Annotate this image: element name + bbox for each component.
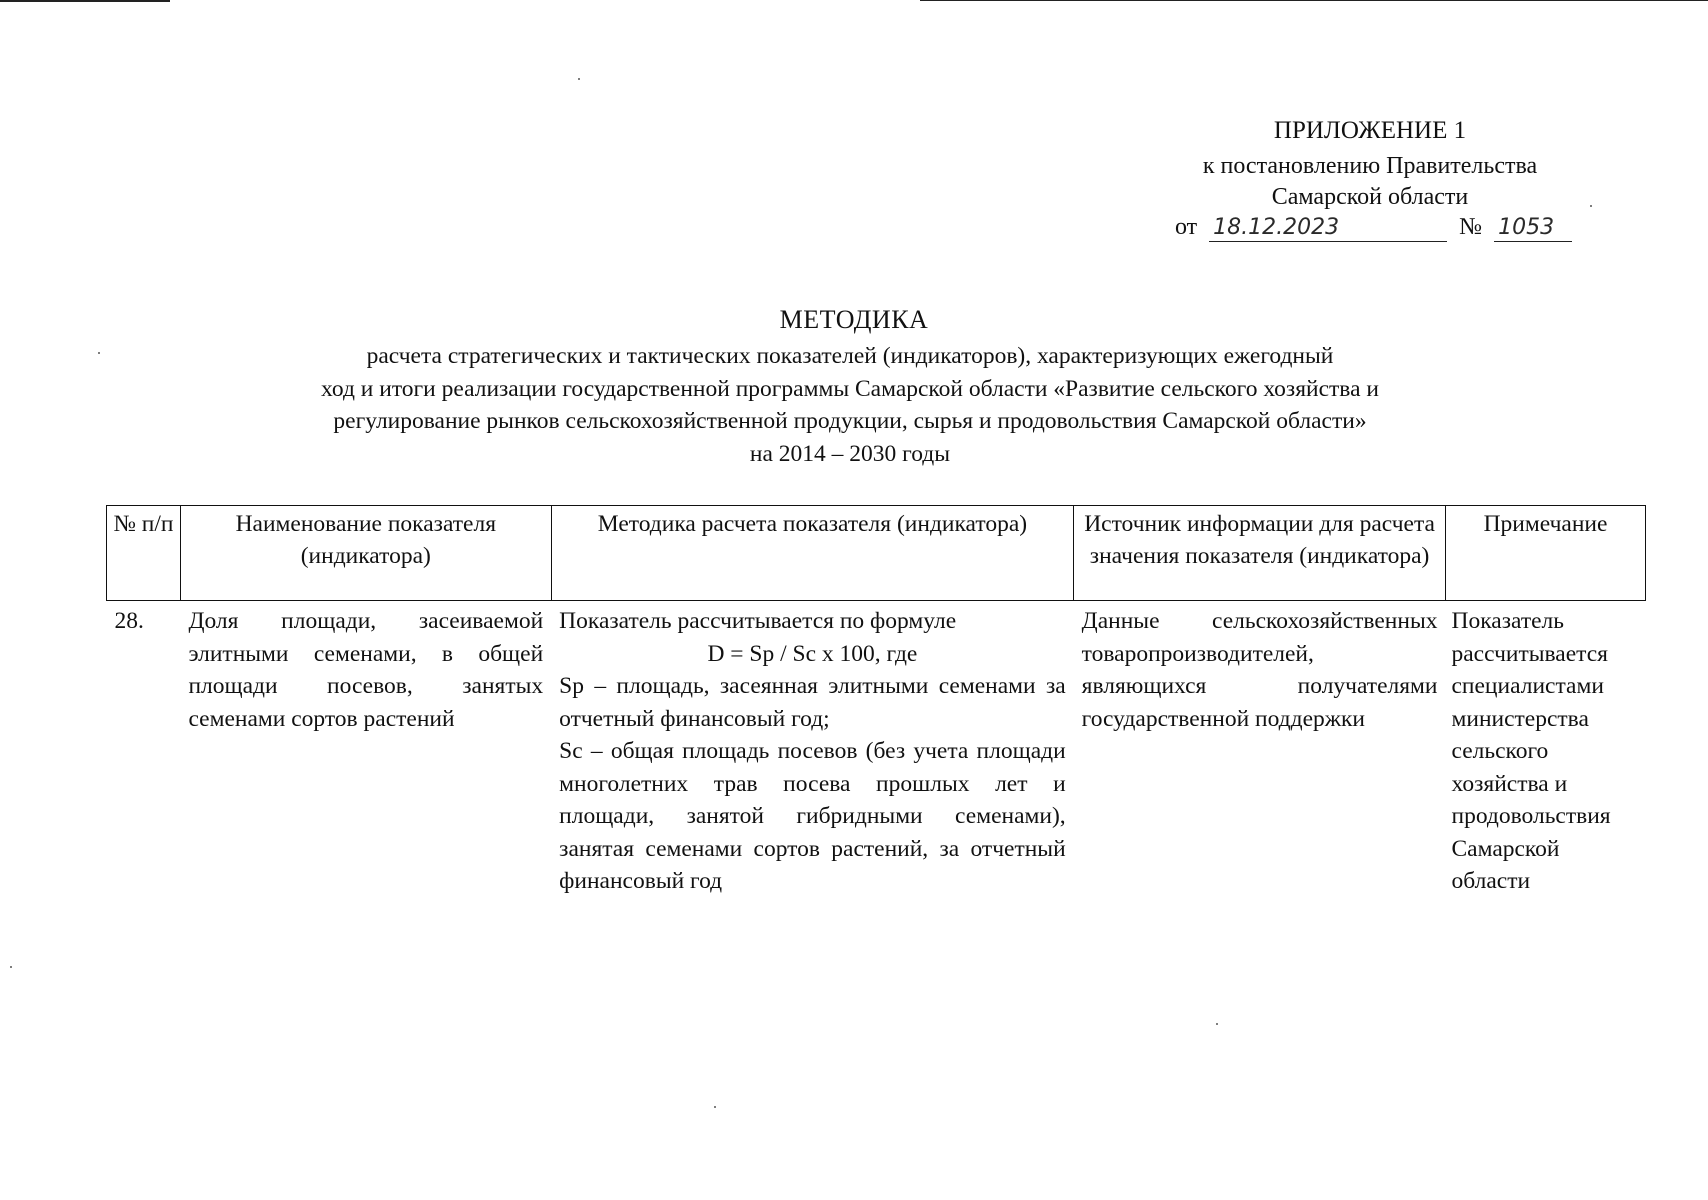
scan-edge-line bbox=[0, 0, 170, 2]
row-note: Показатель рассчитывается специалистами министерства сельского хозяйства и продовольствия Самарской области bbox=[1451, 608, 1611, 894]
annex-title: ПРИЛОЖЕНИЕ 1 bbox=[1273, 117, 1467, 144]
method-sp-definition: Sp – площадь, засеянная элитными семенами за отчетный финансовый год; bbox=[559, 673, 1066, 732]
row-method bbox=[551, 601, 1074, 898]
scan-edge-line bbox=[920, 0, 1708, 1]
indicator-table bbox=[106, 505, 1646, 898]
scan-speck bbox=[578, 78, 580, 80]
subtitle-line: ход и итоги реализации государственной программы Самарской области «Развитие сельского хозяйства и bbox=[321, 375, 1379, 402]
date-prefix: от bbox=[1175, 214, 1198, 240]
scan-speck bbox=[714, 1106, 716, 1108]
handwritten-date: 18.12.2023 bbox=[1209, 215, 1447, 242]
scan-speck bbox=[98, 352, 100, 354]
document-subtitle bbox=[200, 340, 1500, 470]
table-header-row bbox=[107, 506, 1646, 601]
header-note: Примечание bbox=[1446, 506, 1646, 601]
subtitle-line: расчета стратегических и тактических показателей (индикаторов), характеризующих ежегодный bbox=[366, 343, 1334, 369]
document-title: МЕТОДИКА bbox=[779, 305, 929, 334]
row-indicator-name: Доля площади, засеиваемой элитными семенами, в общей площади посевов, занятых семенами сортов растений bbox=[188, 608, 544, 732]
header-indicator-name: Наименование показателя (индикатора) bbox=[180, 506, 551, 601]
scan-speck bbox=[10, 966, 12, 968]
scan-speck bbox=[1216, 1023, 1218, 1025]
method-intro: Показатель рассчитывается по формуле bbox=[559, 608, 957, 634]
method-formula: D = Sp / Sc x 100, где bbox=[707, 640, 918, 667]
scan-speck bbox=[1590, 205, 1592, 207]
table-row bbox=[107, 601, 1646, 898]
header-method: Методика расчета показателя (индикатора) bbox=[551, 506, 1074, 601]
header-number: № п/п bbox=[107, 506, 181, 601]
number-prefix: № bbox=[1459, 214, 1483, 240]
method-sc-definition: Sc – общая площадь посевов (без учета площади многолетних трав посева прошлых лет и площади, занятой гибридными семенами), занятая семенами сортов растений, за отчетный финансовый год bbox=[559, 738, 1066, 894]
header-source: Источник информации для расчета значения показателя (индикатора) bbox=[1074, 506, 1446, 601]
annex-date-number-line bbox=[1175, 211, 1595, 243]
subtitle-line: регулирование рынков сельскохозяйственной продукции, сырья и продовольствия Самарской области» bbox=[333, 408, 1367, 434]
subtitle-line: на 2014 – 2030 годы bbox=[749, 440, 951, 467]
row-number: 28. bbox=[114, 608, 144, 634]
annex-region-line: Самарской области bbox=[1271, 184, 1469, 210]
handwritten-number: 1053 bbox=[1494, 215, 1572, 242]
row-source: Данные сельскохозяйственных товаропроизводителей, являющихся получателями государственной поддержки bbox=[1081, 608, 1438, 732]
annex-resolution-line: к постановлению Правительства bbox=[1202, 153, 1538, 179]
